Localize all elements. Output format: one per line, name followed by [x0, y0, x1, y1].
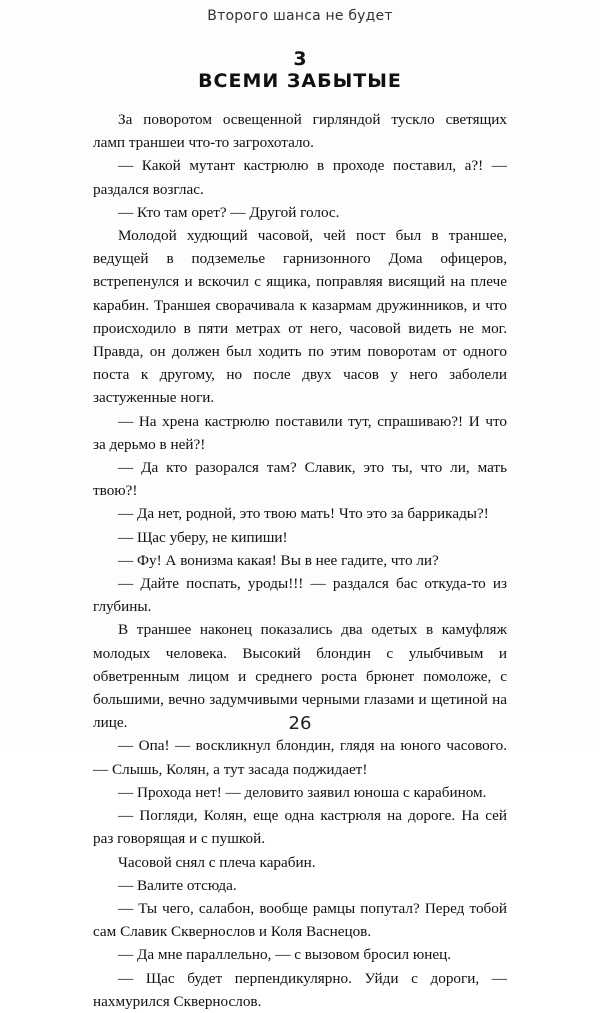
paragraph: — Ты чего, салабон, вообще рамцы попутал? Перед тобой сам Славик Сквернослов и Коля Васнецов.: [93, 899, 507, 941]
chapter-number: 3: [293, 48, 307, 70]
paragraph: — Да мне параллельно, — с вызовом бросил юнец.: [118, 946, 452, 964]
body-text: [93, 108, 507, 1013]
page-number: 26: [288, 713, 312, 734]
paragraph: — Дайте поспать, уроды!!! — раздался бас откуда-то из глубины.: [93, 575, 507, 616]
paragraph: Молодой худющий часовой, чей пост был в траншее, ведущей в подземелье гарнизонного Дома офицеров, встрепенулся и вскочил с ящика, поправляя висящий на плече карабин. Траншея сворачивала к казармам дружинников, и что происходило в пяти метрах от него, часовой видеть не мог. Правда, он должен был ходить по этим поворотам от одного поста к другому, но после двух часов у него заболели застуженные ноги.: [93, 227, 507, 407]
paragraph: — Прохода нет! — деловито заявил юноша с карабином.: [118, 783, 487, 801]
paragraph: — Валите отсюда.: [118, 876, 237, 894]
paragraph: — Да нет, родной, это твою мать! Что это за баррикады?!: [118, 505, 489, 523]
paragraph: — Фу! А вонизма какая! Вы в нее гадите, что ли?: [118, 551, 439, 569]
paragraph: — Погляди, Колян, еще одна кастрюля на дороге. На сей раз говорящая и с пушкой.: [93, 807, 507, 848]
paragraph: — Щас будет перпендикулярно. Уйди с дороги, — нахмурился Сквернослов.: [93, 969, 507, 1010]
chapter-title: ВСЕМИ ЗАБЫТЫЕ: [198, 70, 402, 92]
paragraph: Часовой снял с плеча карабин.: [118, 853, 316, 871]
paragraph: — Щас уберу, не кипиши!: [118, 528, 288, 546]
paragraph: — На хрена кастрюлю поставили тут, спрашиваю?! И что за дерьмо в ней?!: [93, 412, 507, 453]
paragraph: В траншее наконец показались два одетых в камуфляж молодых человека. Высокий блондин с улыбчивым и обветренным лицом и среднего роста брюнет помоложе, с большими, вечно задумчивыми черными глазами и щетиной на лице.: [93, 621, 507, 732]
paragraph: — Опа! — воскликнул блондин, глядя на юного часового. — Слышь, Колян, а тут засада поджидает!: [93, 737, 507, 778]
running-header: Второго шанса не будет: [207, 8, 393, 24]
paragraph: — Какой мутант кастрюлю в проходе поставил, а?! — раздался возглас.: [93, 157, 507, 198]
paragraph: — Кто там орет? — Другой голос.: [118, 203, 340, 221]
paragraph: — Да кто разорался там? Славик, это ты, что ли, мать твою?!: [93, 459, 507, 500]
paragraph: За поворотом освещенной гирляндой тускло светящих ламп траншеи что-то загрохотало.: [93, 111, 507, 152]
